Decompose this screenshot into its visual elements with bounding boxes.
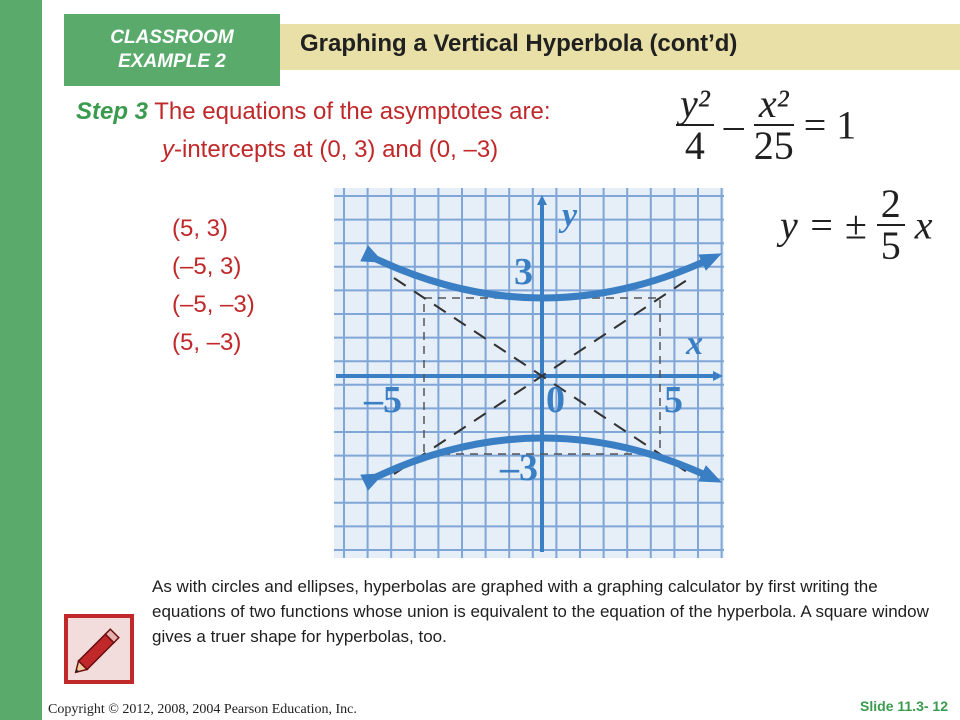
asym-var: x (914, 202, 933, 248)
tick-label-5: 5 (664, 379, 683, 421)
eq-term1-num: y² (676, 84, 714, 126)
badge-line2: EXAMPLE 2 (118, 51, 226, 72)
slide-title: Graphing a Vertical Hyperbola (cont’d) (300, 30, 738, 57)
eq-term1-den: 4 (684, 123, 705, 168)
origin-label: 0 (546, 379, 565, 421)
eq-minus: – (723, 102, 744, 148)
eq-term2-num: x² (754, 84, 794, 126)
fraction-x (753, 81, 794, 168)
x-axis-label: x (686, 325, 703, 362)
classroom-example-badge (64, 14, 280, 86)
y-axis-label: y (562, 197, 578, 234)
badge-line1: CLASSROOM (110, 27, 234, 48)
calculator-note: As with circles and ellipses, hyperbolas are graphed with a graphing calculator by first writing the equations of two functions whose union is equivalent to the equation of the hyperbola. A square window gives a truer shape for hyperbolas, too. (152, 577, 929, 646)
asym-fraction (877, 181, 905, 268)
point-item: (5, 3) (172, 215, 229, 242)
point-item: (–5, 3) (172, 253, 242, 280)
asym-num: 2 (877, 184, 905, 226)
asym-lhs: y = ± (780, 202, 867, 248)
asym-den: 5 (880, 223, 901, 268)
pencil-icon (64, 614, 134, 684)
points-list (172, 210, 255, 362)
eq-rhs: = 1 (803, 102, 857, 148)
eq-term2-den: 25 (753, 123, 794, 168)
slide-number: Slide 11.3- 12 (860, 698, 948, 714)
hyperbola-equation (676, 81, 857, 168)
point-item: (–5, –3) (172, 291, 255, 318)
tick-label-neg5: –5 (364, 379, 402, 421)
tick-label-3: 3 (514, 251, 533, 293)
step-line (76, 98, 551, 126)
tick-label-neg3: –3 (500, 447, 538, 489)
intercepts-text: -intercepts at (0, 3) and (0, –3) (174, 136, 499, 163)
graph-grid (334, 188, 724, 558)
hyperbola-graph (334, 188, 724, 558)
fraction-y (676, 81, 714, 168)
step-text: The equations of the asymptotes are: (148, 98, 551, 125)
point-item: (5, –3) (172, 329, 242, 356)
asymptote-equation (780, 181, 933, 268)
side-bar (0, 0, 42, 720)
intercepts-line (162, 136, 498, 164)
intercepts-var: y (162, 136, 174, 163)
step-label: Step 3 (76, 98, 149, 125)
copyright: Copyright © 2012, 2008, 2004 Pearson Education, Inc. (48, 702, 357, 717)
